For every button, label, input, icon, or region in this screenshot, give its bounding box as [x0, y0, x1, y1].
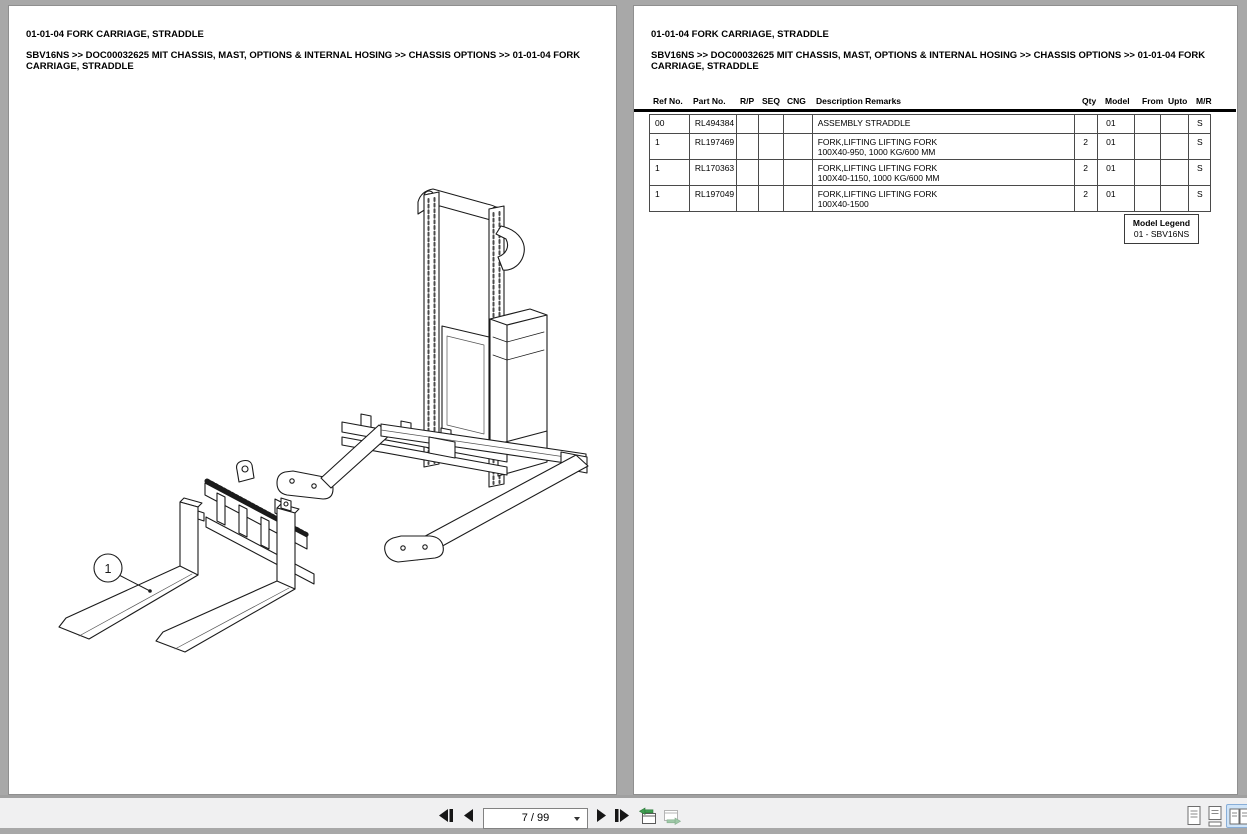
- previous-page-button[interactable]: [461, 807, 481, 825]
- back-view-icon: [637, 807, 659, 827]
- last-page-button[interactable]: [612, 807, 632, 825]
- parts-table-header: [649, 96, 1211, 108]
- continuous-view-button[interactable]: [1206, 805, 1226, 823]
- single-page-view-button[interactable]: [1185, 805, 1205, 823]
- header-rule: [634, 109, 1236, 112]
- callout-number: 1: [104, 562, 112, 576]
- table-row: 1 RL170363 FORK,LIFTING LIFTING FORK 100X40-1150, 1000 KG/600 MM 2 01 S: [650, 160, 1211, 186]
- fork-carriage-exploded-drawing: [9, 6, 616, 794]
- col-header-mr: M/R: [1196, 96, 1212, 106]
- last-page-icon: [612, 807, 632, 825]
- breadcrumb: SBV16NS >> DOC00032625 MIT CHASSIS, MAST, OPTIONS & INTERNAL HOSING >> CHASSIS OPTIONS >> 01-01-04 FORK CARRIAGE, STRADDLE: [26, 50, 581, 72]
- document-page-right: [633, 5, 1238, 795]
- col-header-cng: CNG: [787, 96, 806, 106]
- parts-table: [649, 96, 1212, 209]
- model-legend-title: Model Legend: [1132, 218, 1191, 228]
- breadcrumb: SBV16NS >> DOC00032625 MIT CHASSIS, MAST, OPTIONS & INTERNAL HOSING >> CHASSIS OPTIONS >> 01-01-04 FORK CARRIAGE, STRADDLE: [651, 50, 1206, 72]
- col-header-desc: Description Remarks: [816, 96, 902, 106]
- single-page-view-icon: [1185, 805, 1203, 827]
- col-header-upto: Upto: [1168, 96, 1188, 106]
- facing-pages-view-icon: [1227, 805, 1247, 829]
- model-legend: [1124, 214, 1199, 244]
- page-title: 01-01-04 FORK CARRIAGE, STRADDLE: [651, 29, 829, 40]
- col-header-model: Model: [1105, 96, 1130, 106]
- facing-pages-view-button[interactable]: [1226, 804, 1247, 828]
- next-page-button[interactable]: [593, 807, 613, 825]
- model-legend-entry: 01 - SBV16NS: [1133, 229, 1190, 239]
- continuous-view-icon: [1206, 805, 1224, 827]
- page-indicator: 7 / 99: [521, 812, 550, 824]
- table-row: 1 RL197049 FORK,LIFTING LIFTING FORK 100X40-1500 2 01 S: [650, 186, 1211, 212]
- first-page-button[interactable]: [436, 807, 456, 825]
- next-page-icon: [593, 807, 609, 825]
- col-header-from: From: [1142, 96, 1164, 106]
- forward-view-button[interactable]: [661, 807, 681, 825]
- page-number-combobox[interactable]: [483, 808, 588, 829]
- viewer-toolbar: [0, 795, 1247, 828]
- col-header-ref: Ref No.: [653, 96, 683, 106]
- chevron-down-icon: [574, 817, 580, 821]
- document-page-left: [8, 5, 617, 795]
- col-header-seq: SEQ: [762, 96, 780, 106]
- col-header-qty: Qty: [1082, 96, 1097, 106]
- forward-view-icon: [661, 807, 683, 827]
- col-header-rp: R/P: [740, 96, 755, 106]
- callout-1: [94, 554, 152, 593]
- back-view-button[interactable]: [637, 807, 657, 825]
- first-page-icon: [436, 807, 456, 825]
- previous-page-icon: [461, 807, 477, 825]
- col-header-part: Part No.: [693, 96, 726, 106]
- table-row: 1 RL197469 FORK,LIFTING LIFTING FORK 100X40-950, 1000 KG/600 MM 2 01 S: [650, 134, 1211, 160]
- page-title: 01-01-04 FORK CARRIAGE, STRADDLE: [26, 29, 204, 40]
- table-row: 00 RL494384 ASSEMBLY STRADDLE 01 S: [650, 115, 1211, 134]
